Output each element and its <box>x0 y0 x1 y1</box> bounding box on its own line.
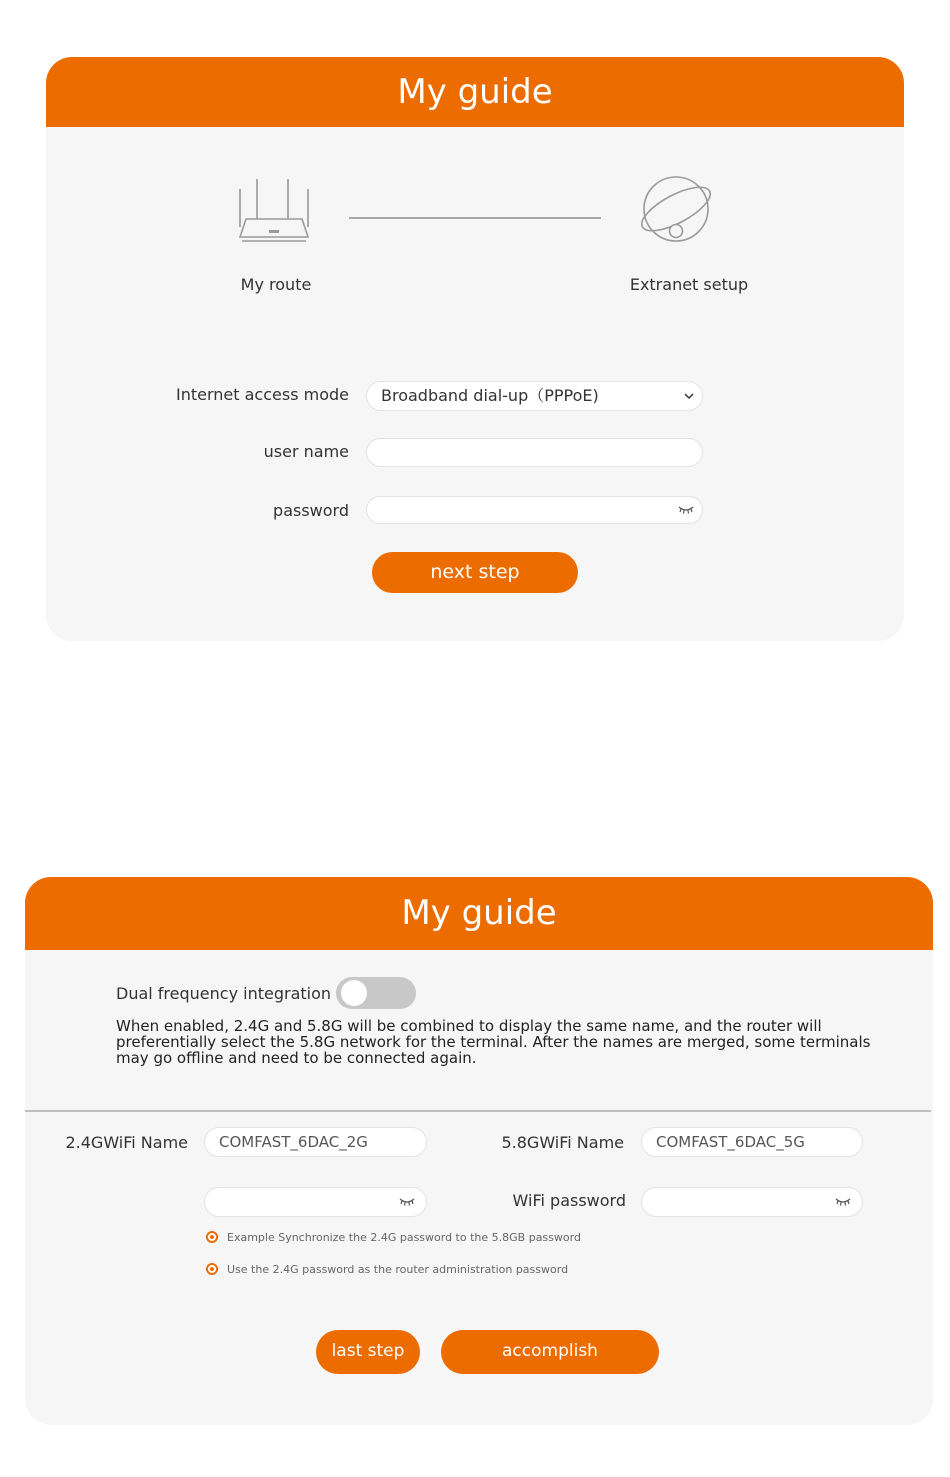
password-label: password <box>273 501 349 520</box>
guide-panel-wifi <box>25 877 933 1425</box>
toggle-knob <box>341 980 367 1006</box>
admin-password-radio[interactable] <box>206 1263 218 1275</box>
username-input[interactable] <box>366 438 703 467</box>
eye-hidden-icon[interactable] <box>399 1197 415 1207</box>
step-connector <box>349 217 601 219</box>
wifi58-name-label: 5.8GWiFi Name <box>501 1133 624 1152</box>
internet-mode-value: Broadband dial-up（PPPoE) <box>381 386 599 405</box>
dual-frequency-toggle[interactable] <box>336 977 416 1009</box>
guide-title: My guide <box>46 57 904 127</box>
step-my-route: My route <box>240 275 312 294</box>
guide-title-2: My guide <box>25 877 933 950</box>
globe-icon <box>636 175 716 249</box>
wifi58-name-input[interactable]: COMFAST_6DAC_5G <box>641 1127 863 1157</box>
step-extranet-setup: Extranet setup <box>629 275 749 294</box>
password-input[interactable] <box>366 496 703 524</box>
wifi24-name-input[interactable]: COMFAST_6DAC_2G <box>204 1127 427 1157</box>
next-step-button[interactable]: next step <box>372 552 578 593</box>
wifi24-name-label: 2.4GWiFi Name <box>65 1133 188 1152</box>
guide-panel-internet <box>46 57 904 641</box>
sync-password-label: Example Synchronize the 2.4G password to the 5.8GB password <box>227 1231 581 1244</box>
wifi-password-label: WiFi password <box>512 1191 626 1210</box>
internet-mode-label: Internet access mode <box>176 385 349 404</box>
eye-hidden-icon[interactable] <box>678 505 694 515</box>
internet-mode-select[interactable] <box>366 381 703 411</box>
admin-password-label: Use the 2.4G password as the router administration password <box>227 1263 569 1276</box>
last-step-button[interactable]: last step <box>316 1330 420 1374</box>
eye-hidden-icon[interactable] <box>835 1197 851 1207</box>
wifi58-password-input[interactable] <box>641 1187 863 1217</box>
accomplish-button[interactable]: accomplish <box>441 1330 659 1374</box>
router-icon <box>236 175 314 247</box>
username-label: user name <box>263 442 349 461</box>
dual-frequency-label: Dual frequency integration <box>116 984 332 1003</box>
dual-frequency-description: When enabled, 2.4G and 5.8G will be combined to display the same name, and the router will preferentially select the 5.8G network for the terminal. After the names are merged, some terminals may go offline and need to be connected again. <box>116 1017 871 1067</box>
chevron-down-icon <box>684 392 694 400</box>
sync-password-radio[interactable] <box>206 1231 218 1243</box>
wifi24-password-input[interactable] <box>204 1187 427 1217</box>
section-divider <box>25 1110 931 1112</box>
